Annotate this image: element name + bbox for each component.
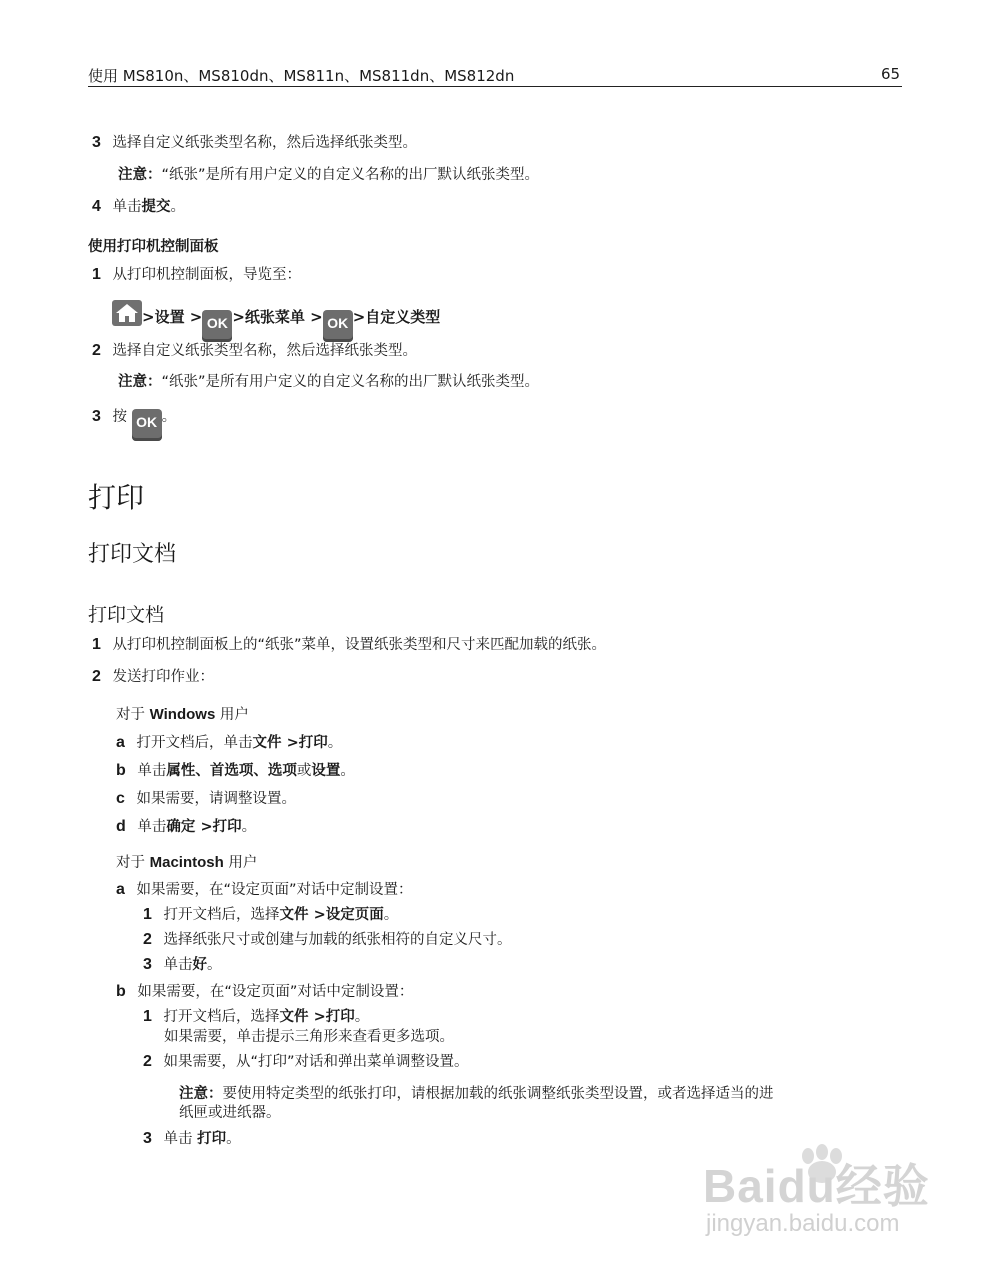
step-letter: c — [116, 790, 125, 807]
nav-path — [112, 300, 440, 342]
term-ok: 好 — [192, 957, 208, 973]
term-options: 选项 — [267, 763, 297, 779]
step-number: 2 — [92, 342, 101, 359]
nav-segment-paper-menu: >纸张菜单 > — [232, 308, 323, 326]
windows-step-a — [116, 734, 342, 752]
watermark-url: jingyan.baidu.com — [706, 1210, 900, 1237]
step-4 — [92, 198, 185, 216]
subheading-control-panel: 使用打印机控制面板 — [88, 239, 219, 255]
menu-path: 文件 >打印 — [279, 1009, 355, 1025]
step-number: 3 — [92, 134, 101, 151]
separator: 、 — [195, 763, 210, 779]
step-number: 3 — [143, 1130, 152, 1147]
step-text-end: 。 — [383, 907, 399, 923]
step-number: 1 — [92, 636, 101, 653]
mac-b-substep-1-detail: 如果需要，单击提示三角形来查看更多选项。 — [164, 1029, 454, 1045]
print-step-2 — [92, 668, 214, 686]
note-text: 要使用特定类型的纸张打印，请根据加载的纸张调整纸张类型设置，或者选择适当的进 — [222, 1086, 774, 1102]
note-text: “纸张”是所有用户定义的自定义名称的出厂默认纸张类型。 — [161, 374, 540, 390]
print-step-1 — [92, 636, 606, 654]
step-text: 如果需要，在“设定页面”对话中定制设置： — [137, 984, 414, 1000]
note-text: “纸张”是所有用户定义的自定义名称的出厂默认纸张类型。 — [161, 167, 540, 183]
page-number: 65 — [881, 65, 901, 83]
topic-title-print-document: 打印文档 — [88, 604, 165, 626]
home-icon — [112, 300, 142, 326]
step-text: 单击 — [137, 763, 167, 779]
step-number: 1 — [92, 266, 101, 283]
step-number: 2 — [92, 668, 101, 685]
step-number: 3 — [143, 956, 152, 973]
note — [118, 373, 539, 391]
windows-step-c — [116, 790, 296, 808]
watermark-logo-text: Baidu经验 — [703, 1160, 930, 1212]
submit-term: 提交 — [141, 199, 171, 215]
step-number: 2 — [143, 931, 152, 948]
heading-pre: 对于 — [116, 707, 150, 723]
step-text-end: 。 — [170, 199, 186, 215]
menu-path: 文件 >打印 — [252, 735, 328, 751]
step-text: 如果需要，从“打印”对话和弹出菜单调整设置。 — [163, 1054, 469, 1070]
step-text-end: 。 — [161, 409, 177, 425]
menu-path: 文件 >设定页面 — [279, 907, 384, 923]
step-text: 如果需要，在“设定页面”对话中定制设置： — [136, 882, 413, 898]
step-letter: b — [116, 762, 126, 779]
note — [118, 166, 539, 184]
step-text: 如果需要，请调整设置。 — [136, 791, 297, 807]
note-label: 注意： — [179, 1086, 223, 1102]
step-letter: d — [116, 818, 126, 835]
step-text: 选择纸张尺寸或创建与加载的纸张相符的自定义尺寸。 — [163, 932, 512, 948]
mac-a-substep-1 — [143, 906, 398, 924]
note-continuation: 纸匣或进纸器。 — [179, 1105, 281, 1121]
step-number: 3 — [92, 408, 101, 425]
section-title-print: 打印 — [88, 481, 145, 514]
step-text: 发送打印作业： — [112, 669, 215, 685]
heading-post: 用户 — [215, 707, 249, 723]
step-letter: a — [116, 734, 125, 751]
step-text: 选择自定义纸张类型名称，然后选择纸张类型。 — [112, 135, 418, 151]
note — [179, 1085, 774, 1103]
step-text-end: 。 — [354, 1009, 370, 1025]
step-text-end: 。 — [327, 735, 343, 751]
mac-a-substep-2 — [143, 931, 512, 949]
header-rule — [88, 86, 902, 87]
heading-os: Windows — [149, 706, 216, 723]
term-preferences: 首选项 — [209, 763, 254, 779]
separator: 、 — [253, 763, 268, 779]
mac-b-substep-3 — [143, 1130, 241, 1148]
step-number: 1 — [143, 906, 152, 923]
step-text-end: 。 — [241, 819, 257, 835]
step-text: 从打印机控制面板，导览至： — [112, 267, 302, 283]
windows-heading — [116, 706, 249, 724]
step-text: 打开文档后，选择 — [163, 907, 280, 923]
mac-step-b — [116, 983, 413, 1001]
step-text: 打开文档后，单击 — [136, 735, 253, 751]
heading-post: 用户 — [223, 855, 258, 871]
mac-b-substep-2 — [143, 1053, 469, 1071]
term-print: 打印 — [197, 1131, 227, 1147]
step-3 — [92, 134, 417, 152]
header-title: 使用 MS810n、MS810dn、MS811n、MS811dn、MS812dn — [88, 67, 515, 85]
nav-segment-custom-types: >自定义类型 — [352, 308, 441, 326]
heading-os: Macintosh — [149, 854, 224, 871]
step-number: 4 — [92, 198, 101, 215]
term-setup: 设置 — [311, 763, 341, 779]
term-properties: 属性 — [166, 763, 196, 779]
step-number: 2 — [143, 1053, 152, 1070]
note-label: 注意： — [118, 374, 162, 390]
ok-button-icon: OK — [323, 310, 353, 342]
step-number: 1 — [143, 1008, 152, 1025]
heading-pre: 对于 — [116, 855, 150, 871]
step-3-press — [92, 408, 176, 441]
step-1 — [92, 266, 301, 284]
nav-segment-settings: >设置 > — [142, 308, 203, 326]
mac-step-a — [116, 881, 413, 899]
step-text-end: 。 — [226, 1131, 241, 1147]
note-label: 注意： — [118, 167, 162, 183]
windows-step-b — [116, 762, 355, 780]
step-text: 单击 — [137, 819, 167, 835]
separator: 或 — [296, 763, 312, 779]
mac-b-substep-1 — [143, 1008, 369, 1026]
mac-a-substep-3 — [143, 956, 222, 974]
step-text: 按 — [112, 409, 128, 425]
step-text: 单击 — [163, 1131, 198, 1147]
ok-button-icon: OK — [202, 310, 232, 342]
step-text-end: 。 — [207, 957, 222, 973]
section-subtitle-print-document: 打印文档 — [88, 542, 177, 567]
step-text: 打开文档后，选择 — [163, 1009, 280, 1025]
step-text: 从打印机控制面板上的“纸张”菜单，设置纸张类型和尺寸来匹配加载的纸张。 — [112, 637, 607, 653]
step-text: 单击 — [112, 199, 142, 215]
step-2 — [92, 342, 417, 360]
mac-heading — [116, 854, 257, 872]
step-letter: a — [116, 881, 125, 898]
step-letter: b — [116, 983, 126, 1000]
step-text: 选择自定义纸张类型名称，然后选择纸张类型。 — [112, 343, 418, 359]
step-text-end: 。 — [340, 763, 355, 779]
windows-step-d — [116, 818, 256, 836]
step-text: 单击 — [163, 957, 193, 973]
ok-button-icon: OK — [132, 409, 162, 441]
menu-path: 确定 >打印 — [166, 819, 242, 835]
